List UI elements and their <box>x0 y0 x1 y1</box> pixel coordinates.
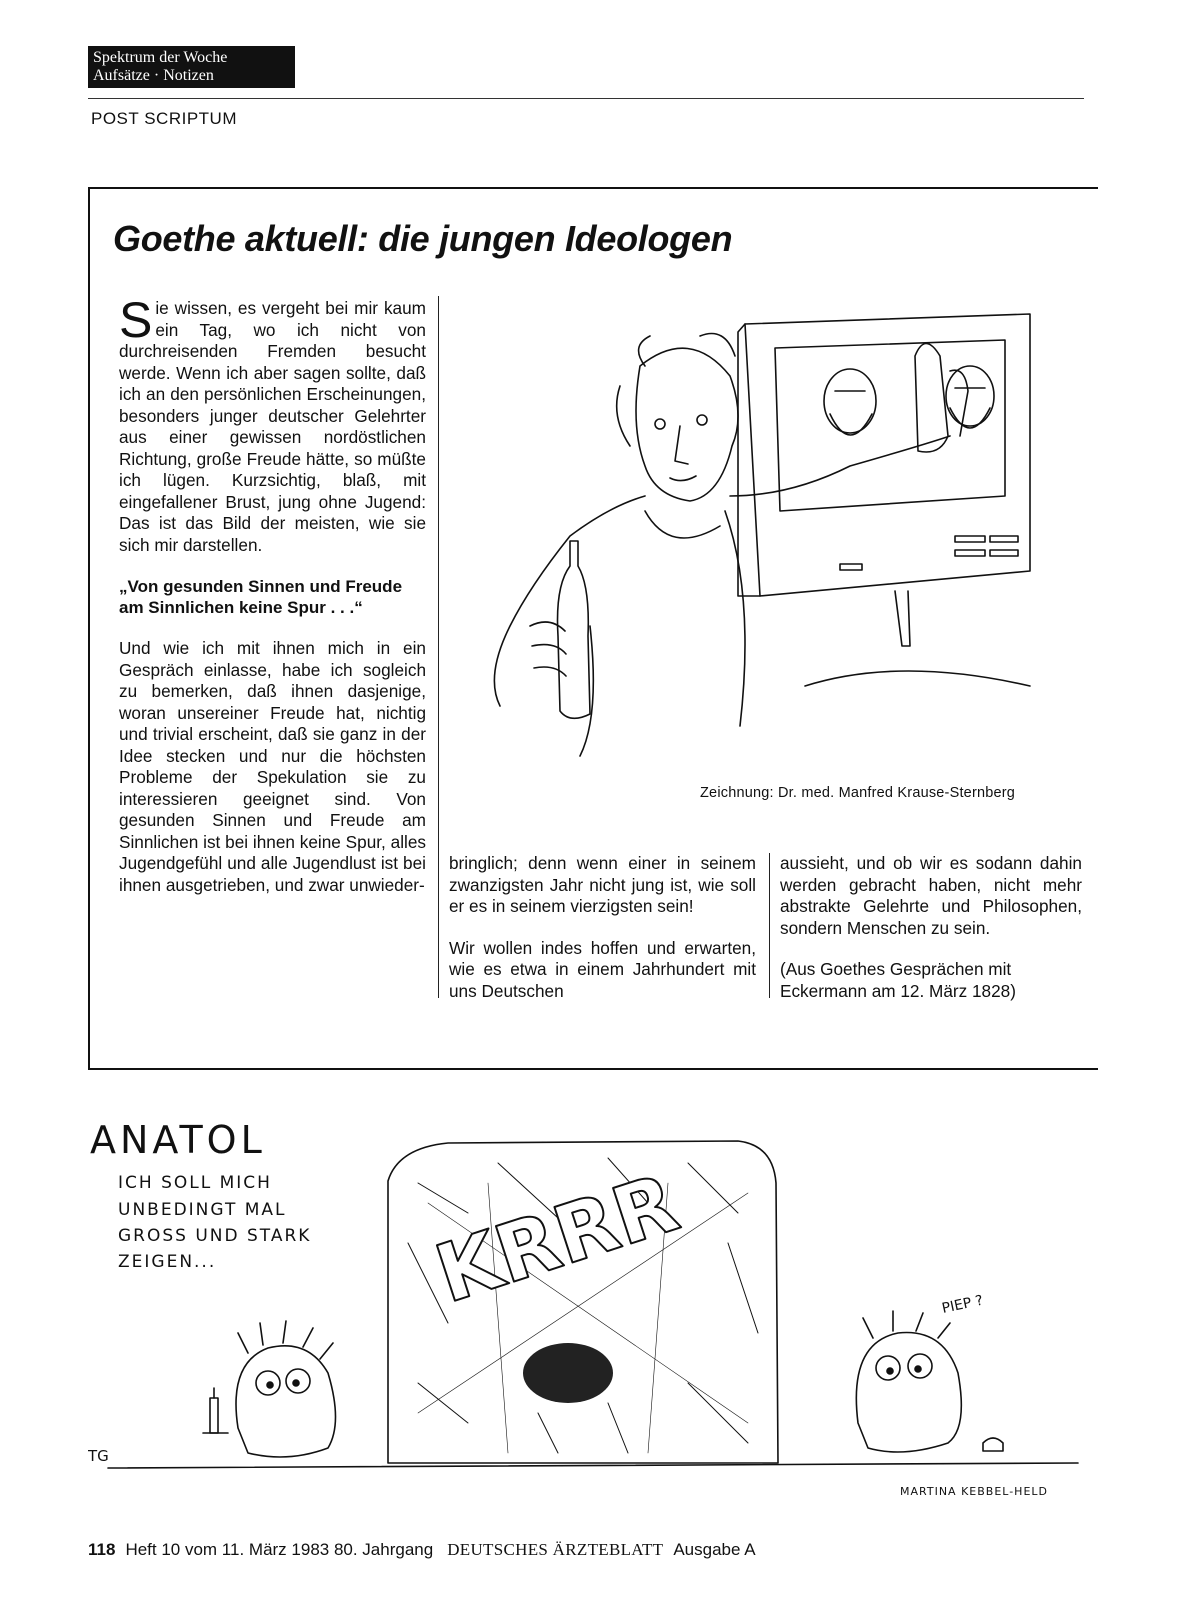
section-tag-line1: Spektrum der Woche <box>93 49 228 66</box>
article-column-3 <box>780 853 1082 1002</box>
rubric: POST SCRIPTUM <box>91 109 237 128</box>
section-tag-line2: Aufsätze · Notizen <box>93 67 214 84</box>
krrr-sound: KRRR <box>425 1156 689 1322</box>
speech-line-1: ICH SOLL MICH <box>118 1173 272 1193</box>
magazine-name: DEUTSCHES ÄRZTEBLATT <box>447 1540 664 1559</box>
speech-line-4: ZEIGEN... <box>118 1252 217 1272</box>
page-footer <box>88 1540 756 1560</box>
issue-info: Heft 10 vom 11. März 1983 80. Jahrgang <box>125 1540 434 1559</box>
article-column-2 <box>449 853 756 1002</box>
article-paragraph-1: ie wissen, es vergeht bei mir kaum ein Tag, wo ich nicht von durchreisenden Fremden besucht werde. Wenn ich aber sagen sollte, daß ich an den persönlichen Erscheinungen, besonders junger deutscher Gelehrter aus einer gewissen nordöstlichen Richtung, große Freude hätte, so müßte ich lügen. Kurzsichtig, blaß, mit eingefallener Brust, jung ohne Jugend: Das ist das Bild der meisten, wie sie sich mir darstellen. <box>119 298 426 555</box>
speech-line-3: GROSS UND STARK <box>118 1226 312 1246</box>
article-subhead: „Von gesunden Sinnen und Freude am Sinnlichen keine Spur . . .“ <box>119 577 403 617</box>
article-title: Goethe aktuell: die jungen Ideologen <box>113 218 733 259</box>
page-number: 118 <box>88 1540 116 1559</box>
header-rule <box>88 98 1084 99</box>
piep-text: PIEP ? <box>940 1292 985 1317</box>
cartoon-signature: MARTINA KEBBEL-HELD <box>900 1485 1049 1498</box>
article-paragraph-3: bringlich; denn wenn einer in seinem zwanzigsten Jahr nicht jung ist, wie soll er es in seinem vierzigsten sein! <box>449 853 756 916</box>
speech-line-2: UNBEDINGT MAL <box>118 1200 287 1220</box>
column-rule-2 <box>769 853 770 998</box>
article-paragraph-5: aussieht, und ob wir es sodann dahin werden gebracht haben, nicht mehr abstrakte Gelehrte und Philosophen, sondern Menschen zu sein. <box>780 853 1082 938</box>
edition: Ausgabe A <box>673 1540 756 1559</box>
anatol-cartoon <box>88 1123 1098 1523</box>
illustration-caption: Zeichnung: Dr. med. Manfred Krause-Sternberg <box>700 785 1016 801</box>
article-paragraph-2: Und wie ich mit ihnen mich in ein Gespräch einlasse, habe ich sogleich zu bemerken, daß ihnen dasjenige, woran unsereiner Freude hat, nichtig und trivial erscheint, daß sie ganz in der Idee stecken und nur die höchsten Probleme der Spekulation sie zu interessieren geeignet sind. Von gesunden Sinnen und Freude am Sinnlichen ist bei ihnen keine Spur, alles Jugendgefühl und alle Jugendlust ist bei ihnen ausgetrieben, und zwar unwieder- <box>119 638 426 895</box>
cartoon-title: ANATOL <box>90 1123 266 1162</box>
section-tag <box>88 46 295 88</box>
article-paragraph-4: Wir wollen indes hoffen und erwarten, wie es etwa in einem Jahrhundert mit uns Deutschen <box>449 937 756 1001</box>
article-column-1 <box>119 292 426 896</box>
column-rule-1 <box>438 296 439 998</box>
drop-cap: S <box>119 292 153 348</box>
initials: TG <box>88 1447 109 1465</box>
goethe-tv-illustration <box>470 296 1090 766</box>
article-source: (Aus Goethes Gesprächen mit Eckermann am 12. März 1828) <box>780 959 1016 1001</box>
